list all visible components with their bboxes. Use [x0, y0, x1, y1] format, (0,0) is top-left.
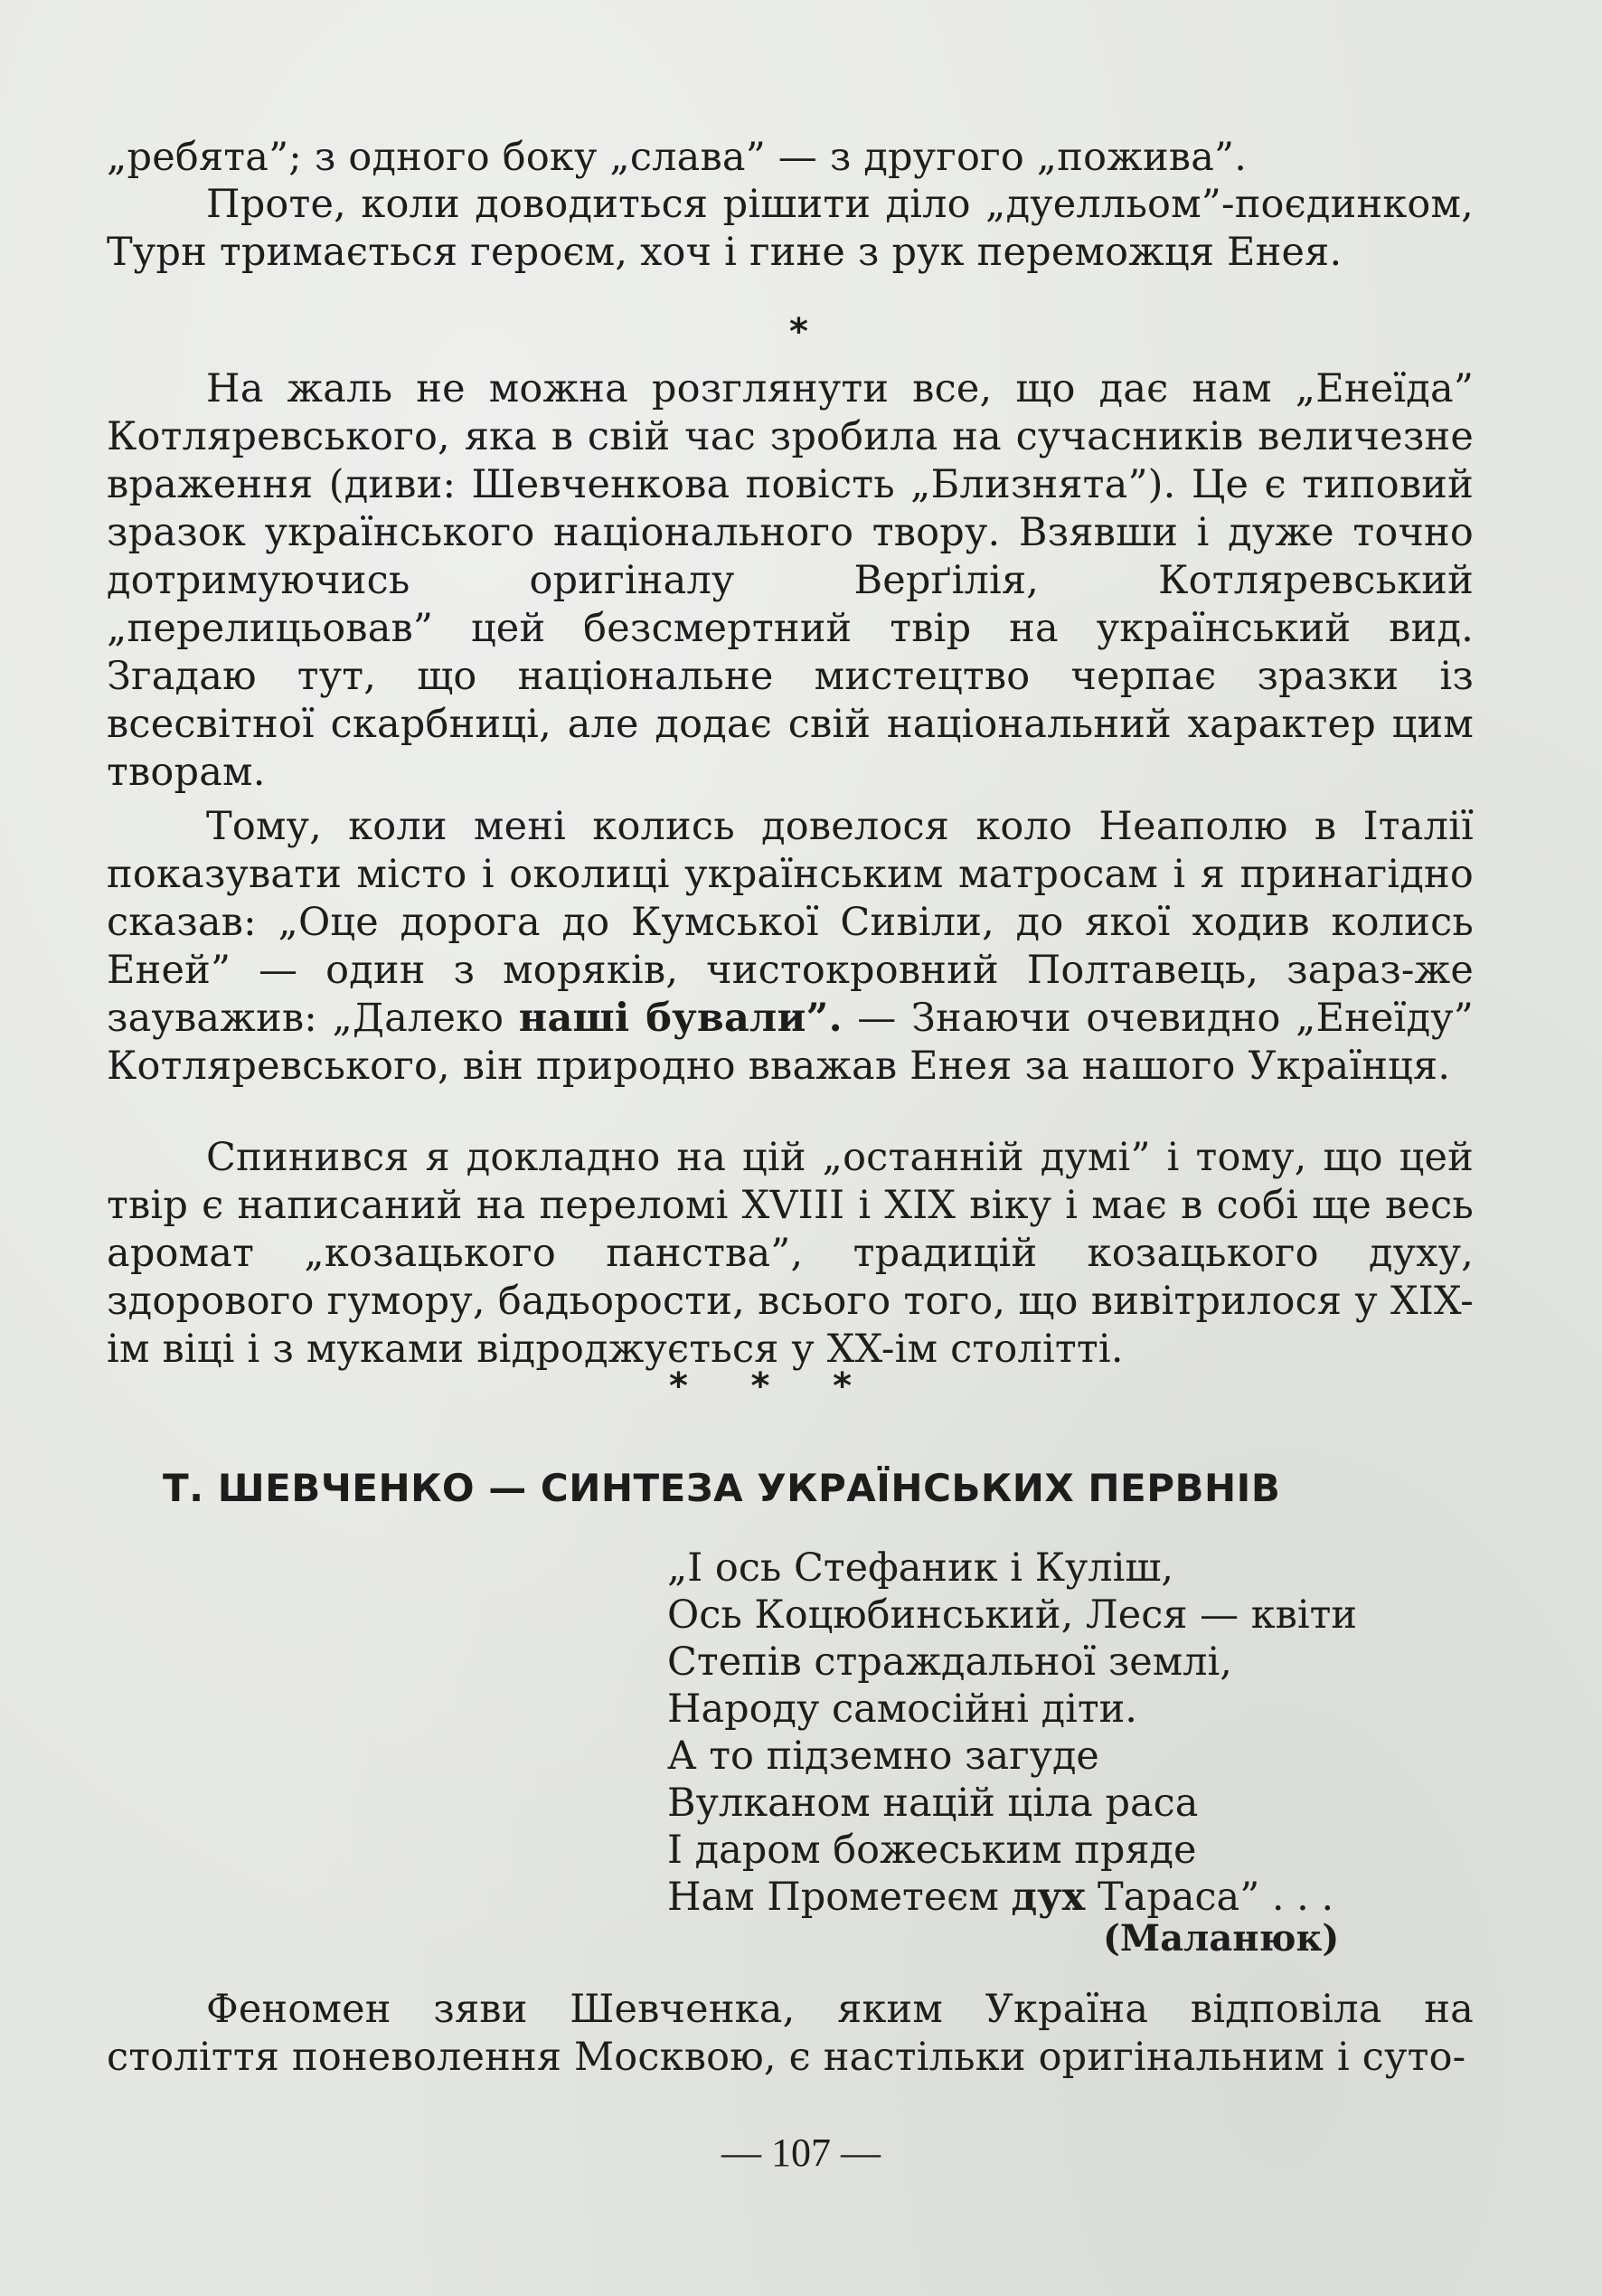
page-number: — 107 — — [721, 2131, 881, 2175]
paragraph-naples-bold-quote: наші бували”. — [518, 996, 843, 1041]
poem-line: І даром божеським пряде — [667, 1828, 1197, 1873]
section-separator-star: * — [789, 311, 808, 353]
paragraph-naples-text-before: Тому, коли мені колись довелося коло Неаполю в Італії показувати місто і околиці українським матросам і я принагідно сказав: „Оце дорога до Кумської Сивіли, до якої ходив колись Еней” — один з моряків, чистокровний Полтавець, зараз-же зауважив: „Далеко — [107, 804, 1474, 1041]
paragraph-eneida-kotliarevsky: На жаль не можна розглянути все, що дає нам „Енеїда” Котляревського, яка в свій час зробила на сучасників величезне враження (диви: Шевченкова повість „Близнята”). Це є типовий зразок українського національного твору. Взявши і дуже точно дотримуючись оригіналу Верґілія, Котляревський „перелицьовав” цей безсмертний твір на український вид. Згадаю тут, що національне мистецтво черпає зразки із всесвітної скарбниці, але додає свій національний характер цим творам. — [107, 366, 1474, 795]
poem-line: А то підземно загуде — [667, 1734, 1099, 1779]
poem-line: Народу самосійні діти. — [667, 1687, 1137, 1732]
poem-last-line-bold: дух — [1011, 1875, 1086, 1920]
paragraph-turnus-duel: Проте, коли доводиться рішити діло „дуелльом”-поєдинком, Турн тримається героєм, хоч і гине з рук переможця Енея. — [107, 182, 1474, 275]
paragraph-last-duma: Спинився я докладно на цій „останній думі” і тому, що цей твір є написаний на переломі XVIII і XIX віку і має в собі ще весь аромат „козацького панства”, традицій козацького духу, здорового гумору, бадьорости, всього того, що вивітрилося у XIX-ім віці і з муками відроджується у XX-ім столітті. — [107, 1135, 1474, 1372]
paragraph-naples-text-after: — Знаючи очевидно „Енеїду” Котляревського, він природно вважав Енея за нашого Українця. — [107, 996, 1474, 1089]
poem-author: (Маланюк) — [1103, 1917, 1340, 1960]
poem-line: Вулканом націй ціла раса — [667, 1781, 1199, 1826]
paragraph-shevchenko-phenomenon: Феномен зяви Шевченка, яким Україна відповіла на століття поневолення Москвою, є настільки оригінальним і суто- — [107, 1987, 1474, 2080]
chapter-heading: Т. ШЕВЧЕНКО — СИНТЕЗА УКРАЇНСЬКИХ ПЕРВНІВ — [163, 1466, 1281, 1510]
paragraph-ending-line: „ребята”; з одного боку „слава” — з другого „пожива”. — [107, 135, 1248, 180]
poem-line: „І ось Стефаник і Куліш, — [667, 1545, 1173, 1591]
poem-last-line-before: Нам Прометеєм — [667, 1875, 1012, 1920]
paragraph-naples-sailors — [107, 803, 1474, 1091]
poem-line-last — [667, 1874, 1445, 1921]
poem-last-line-after: Тараса” . . . — [1085, 1875, 1334, 1920]
poem-line: Степів страждальної землі, — [667, 1639, 1232, 1685]
poem-line: Ось Коцюбинський, Леся — квіти — [667, 1592, 1358, 1638]
section-separator-triple-star: * * * — [669, 1365, 853, 1407]
epigraph-poem — [667, 1545, 1445, 1921]
